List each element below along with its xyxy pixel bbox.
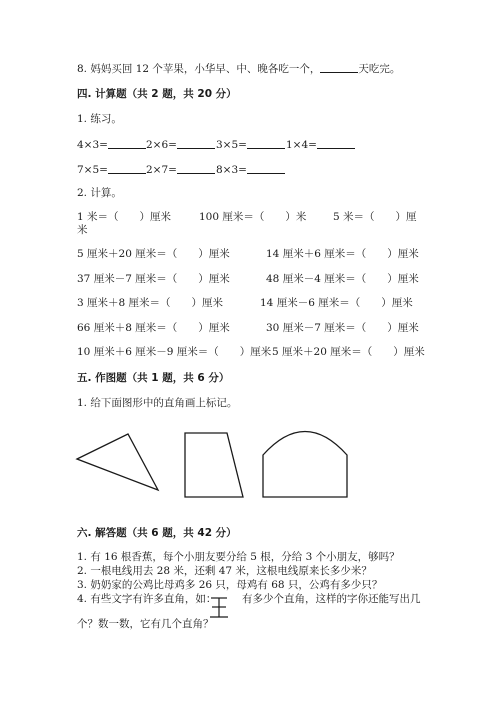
arched-shape: [263, 432, 347, 498]
q2-r5-a: 66 厘米＋8 厘米＝（ ）厘米: [77, 322, 230, 334]
q1-expr-5: 7×5=: [77, 164, 108, 176]
q2-r2-b: 14 厘米＋6 厘米＝（ ）厘米: [266, 248, 419, 260]
q2-r4-b: 14 厘米－6 厘米＝（ ）厘米: [260, 297, 413, 309]
q6-line-5: 个？数一数，它有几个直角？: [77, 618, 214, 630]
section-5-title: 五. 作图题（共 1 题，共 6 分）: [77, 372, 230, 384]
q2-r1-c-wrap: 米: [77, 224, 88, 236]
q1-expr-6: 2×7=: [146, 164, 177, 176]
q6-line-1: 1. 有 16 根香蕉，每个小朋友要分给 5 根，分给 3 个小朋友，够吗？: [77, 551, 400, 563]
q2-r3-a: 37 厘米－7 厘米＝（ ）厘米: [77, 273, 230, 285]
q6-line-2: 2. 一根电线用去 28 米，还剩 47 米，这根电线原来长多少米？: [77, 565, 372, 577]
trapezoid-shape: [185, 433, 243, 497]
q6-line-4a: 4. 有些文字有许多直角，如：: [77, 593, 217, 605]
q2-r1-b: 100 厘米＝（ ）米: [199, 211, 307, 223]
q1-label: 1. 练习。: [77, 113, 122, 125]
q1-expr-1: 4×3=: [77, 139, 108, 151]
q2-r4-a: 3 厘米＋8 厘米＝（ ）厘米: [77, 297, 224, 309]
question-8-text: 8. 妈妈买回 12 个苹果，小华早、中、晚各吃一个，: [77, 63, 321, 75]
section-4-title: 四. 计算题（共 2 题，共 20 分）: [77, 88, 237, 100]
q2-r1-a: 1 米＝（ ）厘米: [77, 211, 172, 223]
q1-expr-3: 3×5=: [216, 139, 247, 151]
q1-expr-2: 2×6=: [146, 139, 177, 151]
triangle-shape: [77, 434, 158, 490]
q2-r2-a: 5 厘米＋20 厘米＝（ ）厘米: [77, 248, 230, 260]
q2-r5-b: 30 厘米－7 厘米＝（ ）厘米: [266, 322, 419, 334]
section-6-title: 六. 解答题（共 6 题，共 42 分）: [77, 527, 237, 539]
q2-r3-b: 48 厘米－4 厘米＝（ ）厘米: [266, 273, 419, 285]
q2-r6-b: 5 厘米＋20 厘米＝（ ）厘米: [272, 346, 425, 358]
q6-line-4b: 有多少个直角，这样的字你还能写出几: [242, 593, 421, 605]
q5-1-label: 1. 给下面图形中的直角画上标记。: [77, 397, 238, 409]
q6-line-3: 3. 奶奶家的公鸡比母鸡多 26 只，母鸡有 68 只，公鸡有多少只？: [77, 579, 383, 591]
q2-r6-a: 10 厘米＋6 厘米－9 厘米＝（ ）厘米: [77, 346, 272, 358]
q2-r1-c: 5 米＝（ ）厘: [333, 211, 417, 223]
q1-expr-7: 8×3=: [216, 164, 247, 176]
q1-expr-4: 1×4=: [286, 139, 317, 151]
q2-label: 2. 计算。: [77, 187, 122, 199]
question-8-suffix: 天吃完。: [358, 63, 401, 75]
